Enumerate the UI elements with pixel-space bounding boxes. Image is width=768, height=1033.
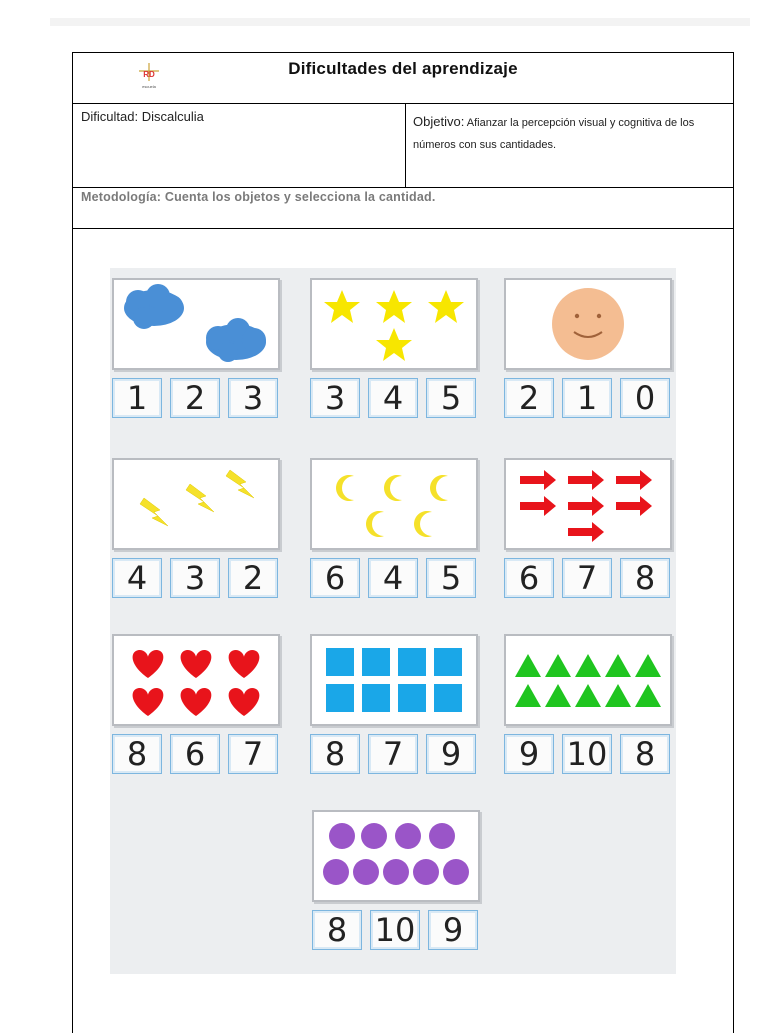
number-option[interactable]: 7 bbox=[562, 558, 612, 598]
counting-card bbox=[504, 634, 672, 773]
square-icon bbox=[312, 636, 476, 724]
number-options bbox=[310, 378, 478, 418]
number-option[interactable]: 3 bbox=[228, 378, 278, 418]
number-options bbox=[312, 910, 480, 950]
counting-card bbox=[112, 458, 280, 597]
svg-text:escuela: escuela bbox=[142, 84, 156, 89]
top-gray-bar bbox=[50, 18, 750, 26]
cloud-icon bbox=[114, 280, 278, 368]
number-options bbox=[112, 378, 280, 418]
objective-text: Afianzar la percepción visual y cognitiva de los números con sus cantidades. bbox=[413, 117, 695, 151]
picture-box bbox=[310, 278, 478, 370]
number-option[interactable]: 4 bbox=[368, 558, 418, 598]
lightning-bolt-icon bbox=[114, 460, 278, 548]
number-option[interactable]: 8 bbox=[310, 734, 360, 774]
number-options bbox=[310, 734, 478, 774]
divider bbox=[405, 103, 406, 188]
svg-text:RD: RD bbox=[143, 70, 155, 79]
picture-box bbox=[112, 634, 280, 726]
picture-box bbox=[310, 458, 478, 550]
number-options bbox=[504, 734, 672, 774]
picture-box bbox=[112, 458, 280, 550]
number-options bbox=[504, 378, 672, 418]
sun-face-icon bbox=[506, 280, 670, 368]
number-option[interactable]: 8 bbox=[620, 558, 670, 598]
methodology-cell bbox=[81, 190, 436, 204]
difficulty-label: Dificultad: Discalculia bbox=[81, 109, 204, 124]
number-options bbox=[112, 734, 280, 774]
circle-icon bbox=[314, 812, 478, 900]
heart-icon bbox=[114, 636, 278, 724]
number-option[interactable]: 10 bbox=[562, 734, 612, 774]
number-option[interactable]: 2 bbox=[504, 378, 554, 418]
number-option[interactable]: 4 bbox=[368, 378, 418, 418]
arrow-icon bbox=[506, 460, 670, 548]
divider bbox=[73, 228, 733, 229]
number-options bbox=[310, 558, 478, 598]
counting-card bbox=[112, 278, 280, 417]
methodology-label: Metodología: bbox=[81, 190, 162, 204]
star-icon bbox=[312, 280, 476, 368]
number-option[interactable]: 8 bbox=[112, 734, 162, 774]
number-option[interactable]: 6 bbox=[504, 558, 554, 598]
counting-card bbox=[504, 278, 672, 417]
number-option[interactable]: 6 bbox=[310, 558, 360, 598]
counting-card bbox=[112, 634, 280, 773]
number-options bbox=[112, 558, 280, 598]
counting-card bbox=[504, 458, 672, 597]
divider bbox=[73, 187, 733, 188]
picture-box bbox=[504, 278, 672, 370]
picture-box bbox=[504, 458, 672, 550]
picture-box bbox=[312, 810, 480, 902]
objective-label: Objetivo: bbox=[413, 114, 465, 129]
triangle-icon bbox=[506, 636, 670, 724]
objective-cell bbox=[413, 111, 723, 156]
number-option[interactable]: 6 bbox=[170, 734, 220, 774]
picture-box bbox=[504, 634, 672, 726]
page-title: Dificultades del aprendizaje bbox=[288, 59, 518, 78]
counting-card bbox=[310, 458, 478, 597]
number-option[interactable]: 4 bbox=[112, 558, 162, 598]
number-option[interactable]: 1 bbox=[562, 378, 612, 418]
picture-box bbox=[112, 278, 280, 370]
number-option[interactable]: 3 bbox=[170, 558, 220, 598]
number-option[interactable]: 8 bbox=[620, 734, 670, 774]
counting-card bbox=[310, 278, 478, 417]
number-option[interactable]: 9 bbox=[426, 734, 476, 774]
number-option[interactable]: 2 bbox=[170, 378, 220, 418]
number-option[interactable]: 2 bbox=[228, 558, 278, 598]
number-option[interactable]: 1 bbox=[112, 378, 162, 418]
number-option[interactable]: 5 bbox=[426, 378, 476, 418]
number-option[interactable]: 9 bbox=[428, 910, 478, 950]
crescent-moon-icon bbox=[312, 460, 476, 548]
number-option[interactable]: 5 bbox=[426, 558, 476, 598]
number-option[interactable]: 7 bbox=[228, 734, 278, 774]
picture-box bbox=[310, 634, 478, 726]
number-option[interactable]: 7 bbox=[368, 734, 418, 774]
number-option[interactable]: 0 bbox=[620, 378, 670, 418]
number-option[interactable]: 9 bbox=[504, 734, 554, 774]
counting-card bbox=[312, 810, 480, 949]
number-option[interactable]: 8 bbox=[312, 910, 362, 950]
divider bbox=[73, 103, 733, 104]
counting-card bbox=[310, 634, 478, 773]
number-options bbox=[504, 558, 672, 598]
number-option[interactable]: 3 bbox=[310, 378, 360, 418]
number-option[interactable]: 10 bbox=[370, 910, 420, 950]
methodology-text: Cuenta los objetos y selecciona la cantidad. bbox=[161, 190, 436, 204]
